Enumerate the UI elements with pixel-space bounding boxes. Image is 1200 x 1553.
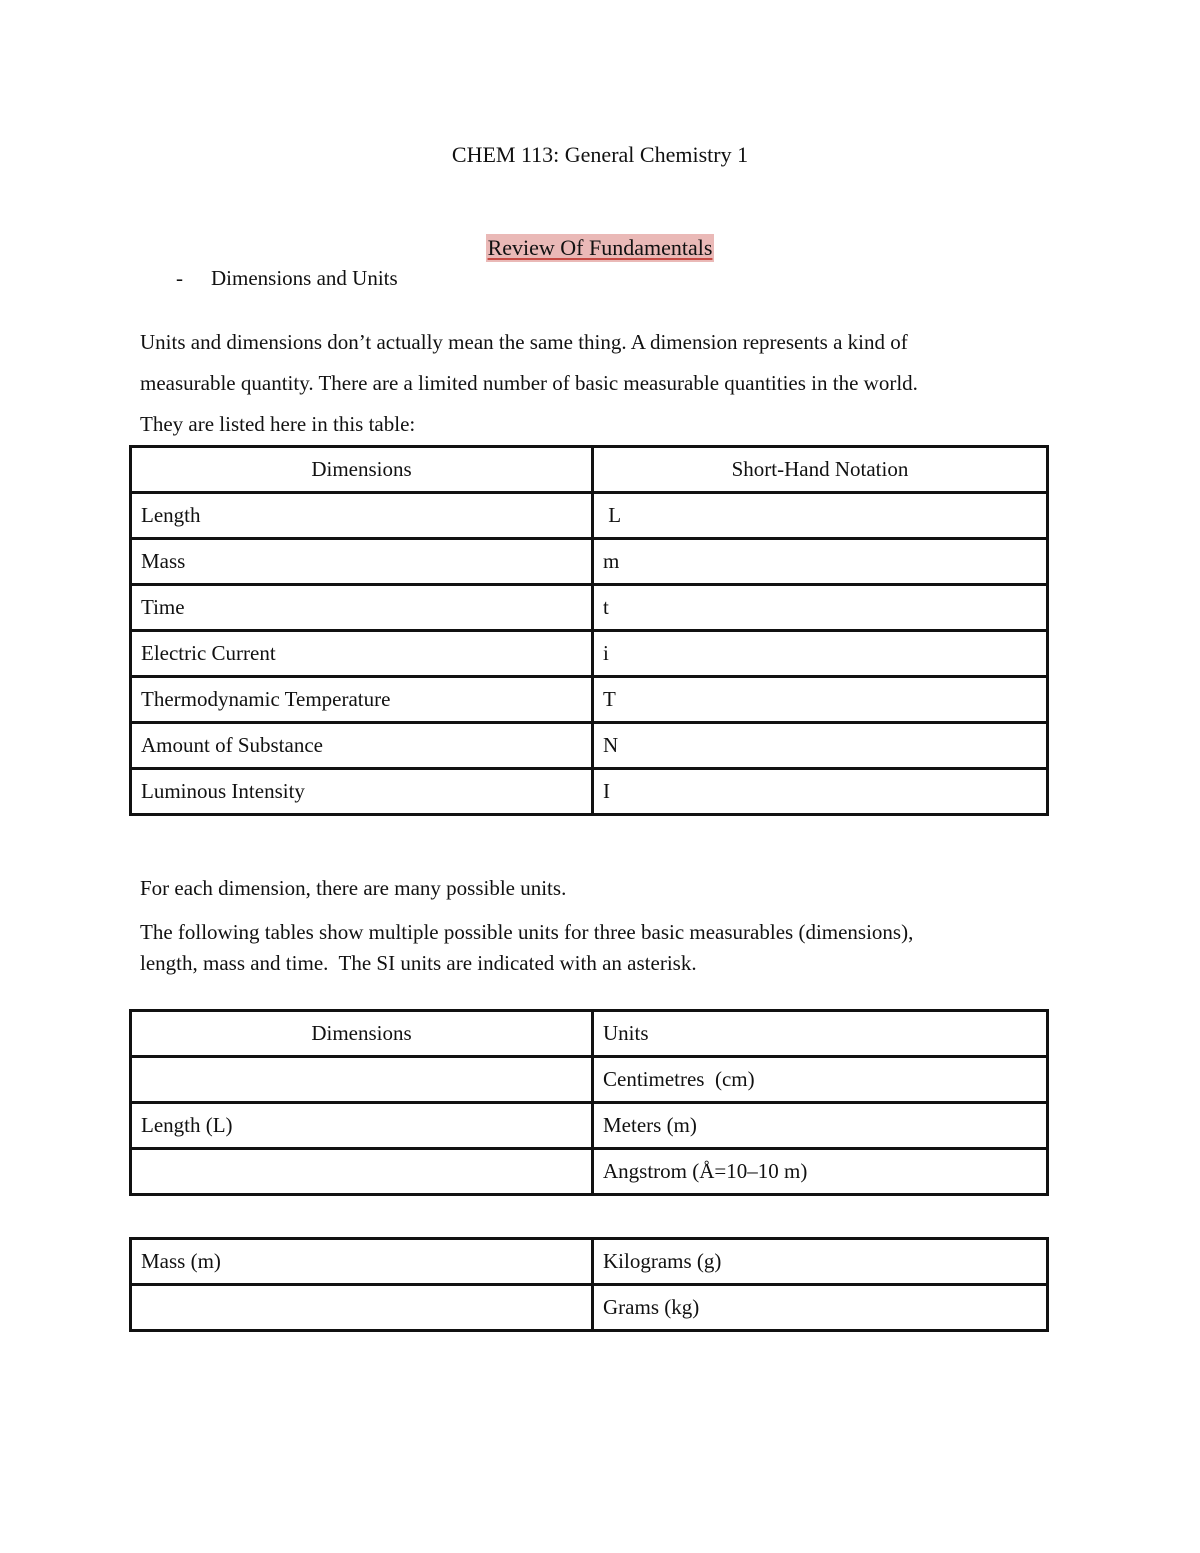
dimension-cell: Thermodynamic Temperature <box>131 677 593 723</box>
document-title: CHEM 113: General Chemistry 1 <box>451 142 749 167</box>
intro-paragraph <box>140 322 1050 445</box>
units-intro-paragraph: For each dimension, there are many possible units. <box>140 876 567 900</box>
notation-cell: t <box>593 585 1048 631</box>
dimension-cell <box>131 1285 593 1331</box>
notation-cell: L <box>593 493 1048 539</box>
bullet-dash: - <box>176 266 183 290</box>
dimension-cell: Time <box>131 585 593 631</box>
subtitle-container <box>0 234 1200 262</box>
header-cell: Dimensions <box>131 447 593 493</box>
dimension-cell: Electric Current <box>131 631 593 677</box>
intro-line-1: Units and dimensions don’t actually mean the same thing. A dimension represents a kind of <box>140 330 908 354</box>
section-heading: Review Of Fundamentals <box>487 235 713 260</box>
header-cell: Short-Hand Notation <box>593 447 1048 493</box>
notation-cell: m <box>593 539 1048 585</box>
table-row <box>131 1103 1048 1149</box>
unit-cell: Meters (m) <box>593 1103 1048 1149</box>
length-units-table <box>129 1009 1049 1196</box>
unit-cell: Angstrom (Å=10–10 m) <box>593 1149 1048 1195</box>
table-row <box>131 1285 1048 1331</box>
dimension-cell: Mass (m) <box>131 1239 593 1285</box>
table-row <box>131 493 1048 539</box>
notation-cell: i <box>593 631 1048 677</box>
header-cell: Dimensions <box>131 1011 593 1057</box>
table-row <box>131 677 1048 723</box>
unit-cell: Kilograms (g) <box>593 1239 1048 1285</box>
notation-cell: I <box>593 769 1048 815</box>
notation-cell: T <box>593 677 1048 723</box>
table-header-row <box>131 1011 1048 1057</box>
units-explanation-paragraph <box>140 917 1050 979</box>
dimension-cell: Length <box>131 493 593 539</box>
units-explanation-line-2: length, mass and time. The SI units are indicated with an asterisk. <box>140 951 697 975</box>
table-row <box>131 585 1048 631</box>
table-row <box>131 769 1048 815</box>
table-row <box>131 1239 1048 1285</box>
unit-cell: Centimetres (cm) <box>593 1057 1048 1103</box>
intro-line-2: measurable quantity. There are a limited number of basic measurable quantities in the world. <box>140 371 918 395</box>
table-row <box>131 539 1048 585</box>
dimensions-table <box>129 445 1049 816</box>
dimension-cell: Mass <box>131 539 593 585</box>
bullet-text: Dimensions and Units <box>211 266 398 290</box>
dimension-cell <box>131 1149 593 1195</box>
dimension-cell: Length (L) <box>131 1103 593 1149</box>
units-explanation-line-1: The following tables show multiple possible units for three basic measurables (dimensions), <box>140 920 914 944</box>
mass-units-table <box>129 1237 1049 1332</box>
table-header-row <box>131 447 1048 493</box>
intro-line-3: They are listed here in this table: <box>140 412 416 436</box>
dimension-cell: Amount of Substance <box>131 723 593 769</box>
dimension-cell <box>131 1057 593 1103</box>
table-row <box>131 631 1048 677</box>
table-row <box>131 1149 1048 1195</box>
notation-cell: N <box>593 723 1048 769</box>
table-row <box>131 723 1048 769</box>
bullet-item <box>176 266 398 291</box>
header-cell: Units <box>593 1011 1048 1057</box>
unit-cell: Grams (kg) <box>593 1285 1048 1331</box>
table-row <box>131 1057 1048 1103</box>
dimension-cell: Luminous Intensity <box>131 769 593 815</box>
